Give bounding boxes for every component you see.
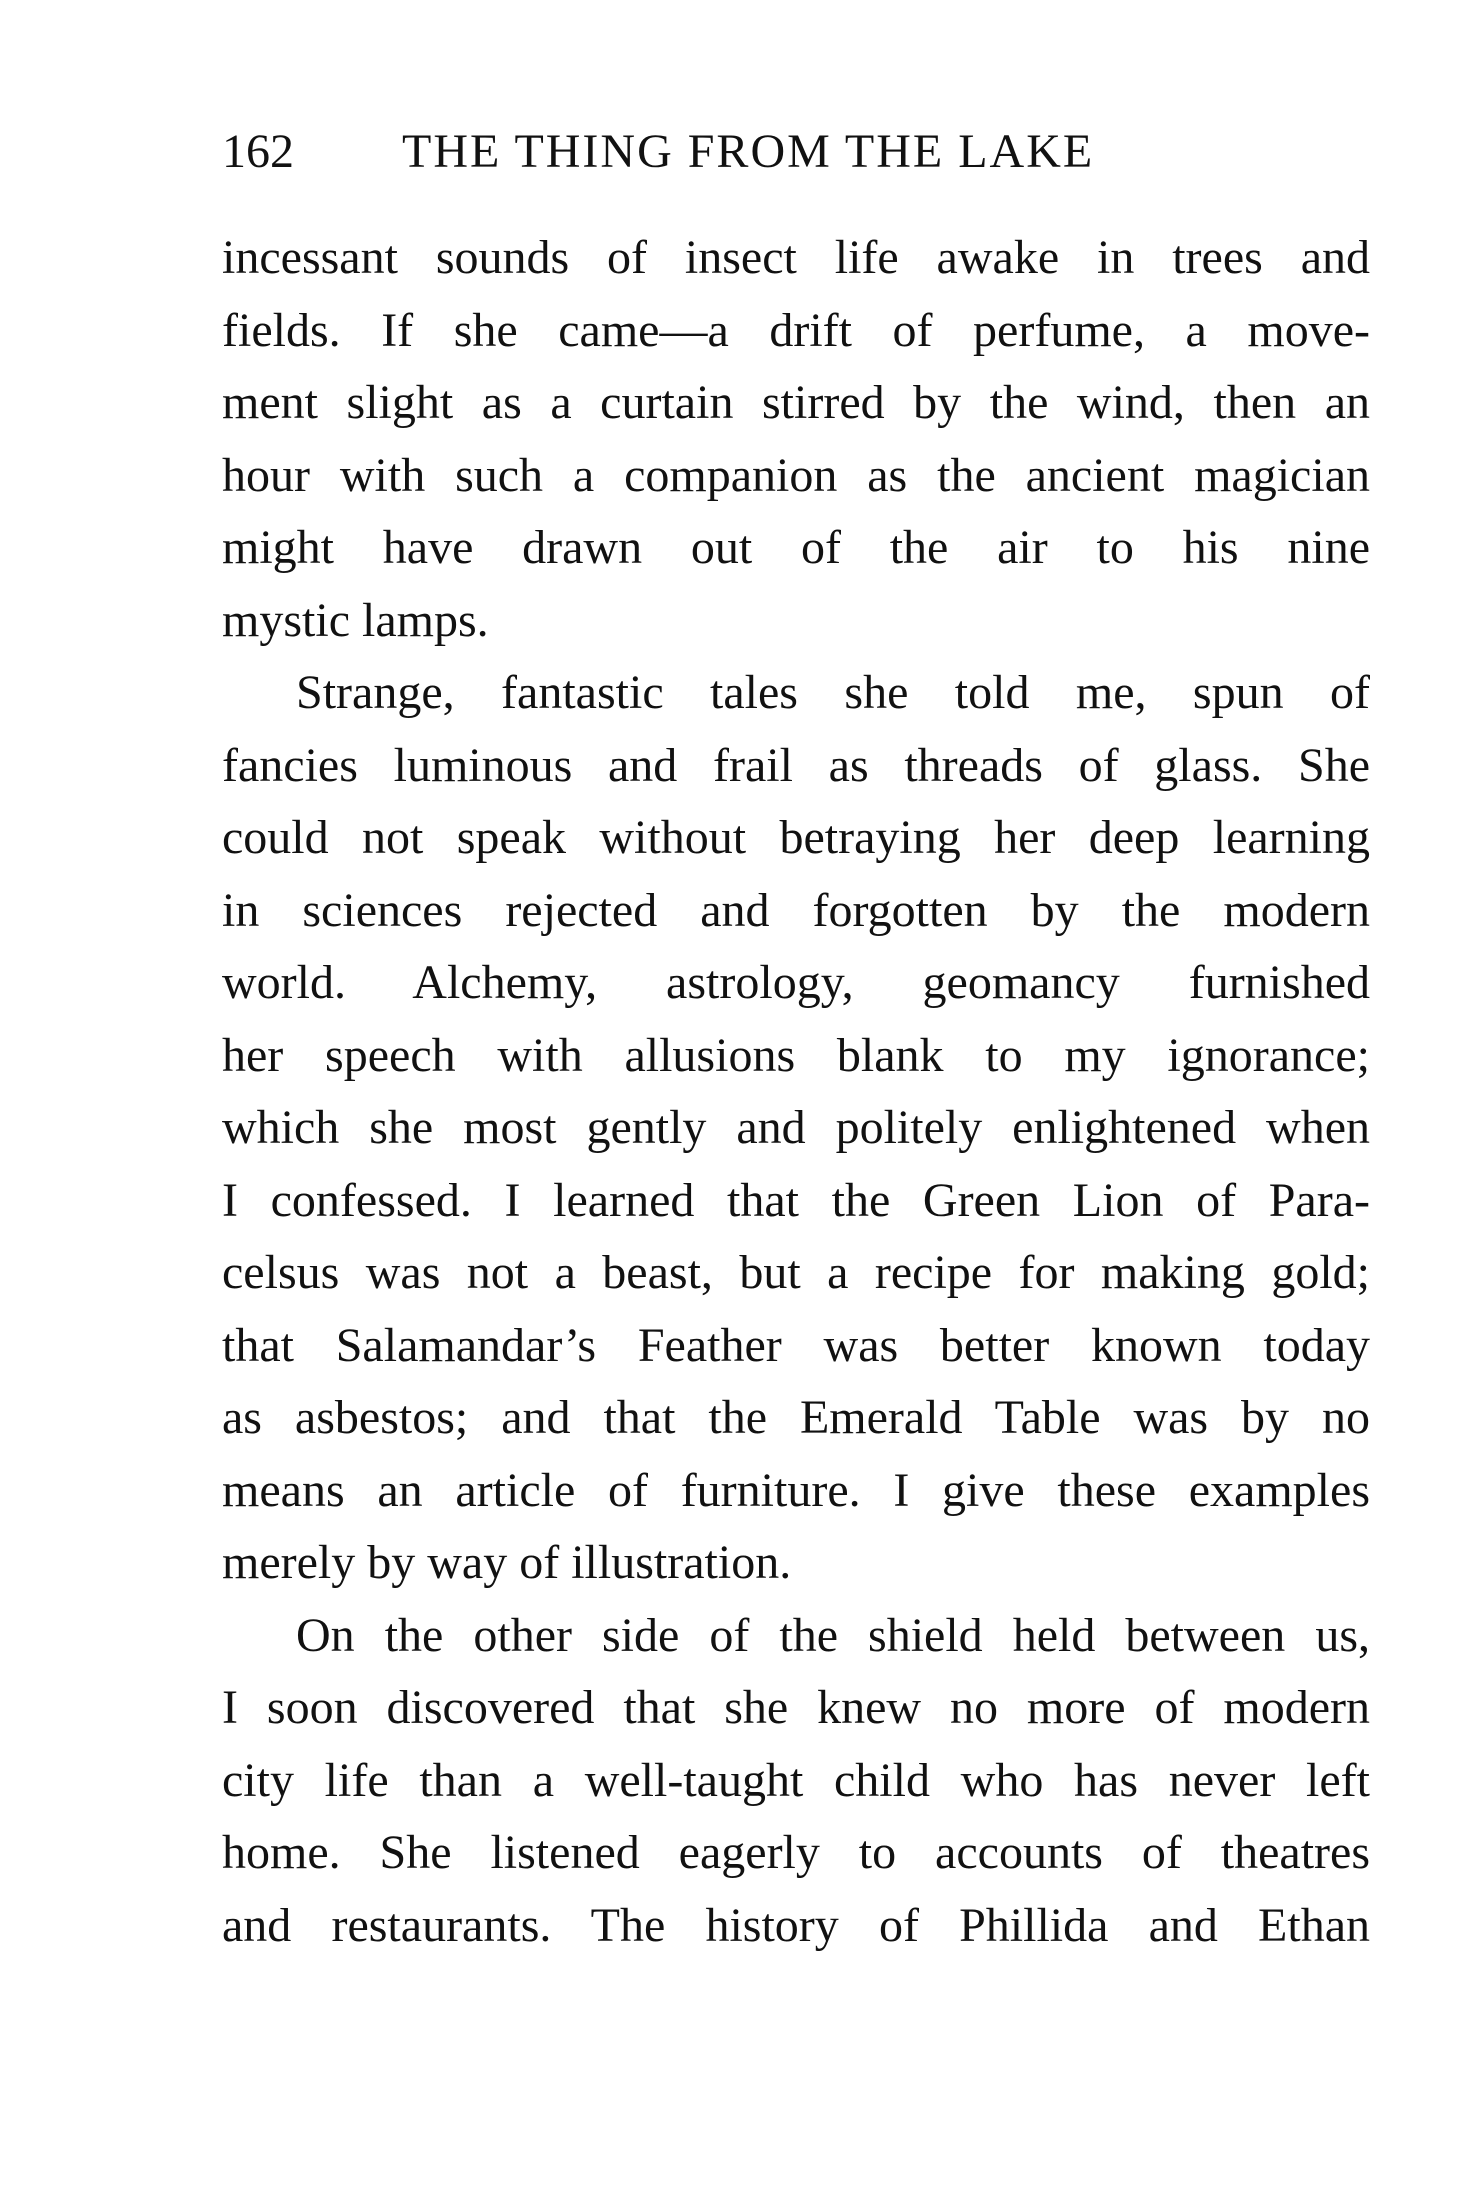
text-line: mystic lamps. <box>222 593 489 647</box>
text-line: and restaurants. The history of Phillida and Ethan <box>222 1898 1370 1952</box>
text-line: incessant sounds of insect life awake in trees and <box>222 231 1370 284</box>
text-line: hour with such a companion as the ancient magician <box>222 448 1370 502</box>
text-line: fancies luminous and frail as threads of glass. She <box>222 738 1370 792</box>
text-line: ment slight as a curtain stirred by the wind, then an <box>222 376 1370 429</box>
text-line: Strange, fantastic tales she told me, spun of <box>296 666 1370 719</box>
text-line: could not speak without betraying her deep learning <box>222 811 1370 864</box>
text-line: which she most gently and politely enlightened when <box>222 1101 1370 1154</box>
text-line: might have drawn out of the air to his nine <box>222 521 1370 574</box>
text-line: home. She listened eagerly to accounts of theatres <box>222 1826 1370 1879</box>
text-line: city life than a well-taught child who has never left <box>222 1753 1370 1807</box>
running-head <box>222 122 1370 182</box>
text-line: celsus was not a beast, but a recipe for making gold; <box>222 1246 1370 1299</box>
text-line: On the other side of the shield held between us, <box>296 1608 1370 1662</box>
text-line: merely by way of illustration. <box>222 1536 792 1589</box>
paragraph-1 <box>222 222 1370 657</box>
body-text <box>222 222 1370 1962</box>
text-line: means an article of furniture. I give these examples <box>222 1463 1370 1517</box>
text-line: I soon discovered that she knew no more of modern <box>222 1681 1370 1734</box>
paragraph-2 <box>222 657 1370 1600</box>
text-line: I confessed. I learned that the Green Lion of Para- <box>222 1173 1370 1227</box>
text-line: that Salamandar’s Feather was better known today <box>222 1318 1370 1372</box>
running-title: THE THING FROM THE LAKE <box>402 125 1095 178</box>
page-number: 162 <box>222 125 294 178</box>
text-line: in sciences rejected and forgotten by the modern <box>222 883 1370 937</box>
text-line: as asbestos; and that the Emerald Table was by no <box>222 1391 1370 1444</box>
text-line: world. Alchemy, astrology, geomancy furnished <box>222 956 1370 1009</box>
text-line: fields. If she came—a drift of perfume, a move- <box>222 303 1370 357</box>
paragraph-3 <box>222 1600 1370 1963</box>
text-line: her speech with allusions blank to my ignorance; <box>222 1028 1370 1082</box>
